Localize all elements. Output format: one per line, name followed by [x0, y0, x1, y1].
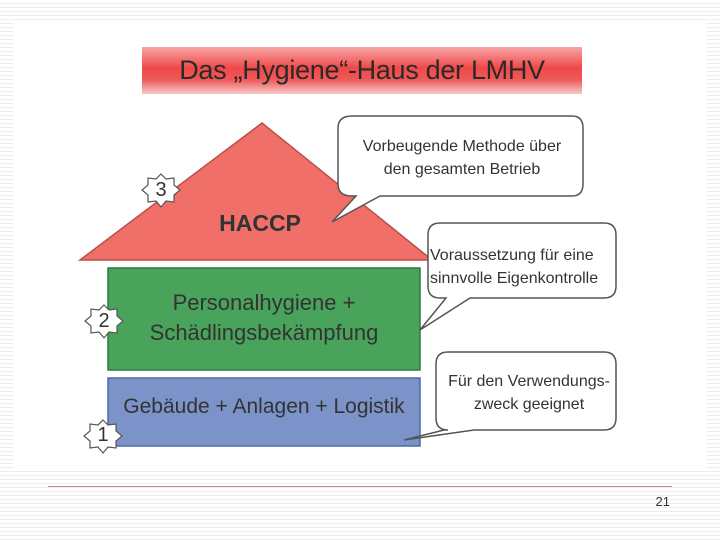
callout-3-line-2: zweck geeignet	[473, 396, 585, 413]
haccp-label: HACCP	[219, 210, 301, 236]
personal-hygiene-line-2: Schädlingsbekämpfung	[149, 320, 379, 345]
level-1-number: 1	[97, 424, 109, 446]
callout-1-line-1: Vorbeugende Methode über	[362, 138, 562, 155]
page-number: 21	[655, 494, 670, 509]
level-3-number: 3	[155, 179, 167, 201]
level-2-number: 2	[98, 310, 110, 332]
callout-text-3	[438, 370, 620, 416]
callout-3-line-1: Für den Verwendungs-	[448, 373, 610, 390]
personal-hygiene-line-1: Personalhygiene +	[172, 290, 356, 315]
callout-text-2	[430, 244, 620, 290]
slide-title: Das „Hygiene“-Haus der LMHV	[179, 55, 545, 85]
personal-hygiene-label	[108, 288, 420, 348]
callout-2-line-2: sinnvolle Eigenkontrolle	[430, 270, 599, 287]
footer-divider	[48, 486, 672, 487]
callout-1-line-2: den gesamten Betrieb	[383, 161, 541, 178]
callout-text-1	[342, 135, 582, 181]
callout-2-line-1: Voraussetzung für eine	[430, 247, 594, 264]
building-label: Gebäude + Anlagen + Logistik	[123, 395, 405, 418]
